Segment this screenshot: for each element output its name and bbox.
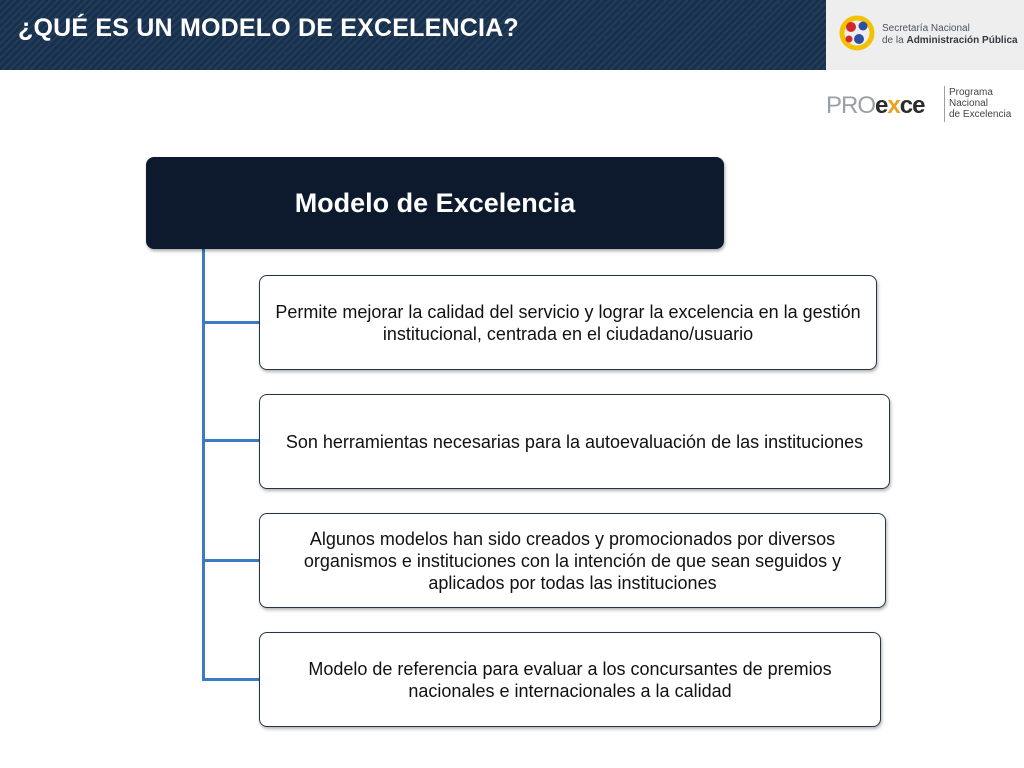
diagram-child-node-4: Modelo de referencia para evaluar a los concursantes de premios nacionales e internacionales a la calidad — [259, 632, 881, 727]
sna-logo-icon — [838, 13, 876, 53]
proexce-logo — [826, 84, 1021, 124]
sna-logo-line2: de la Administración Pública — [882, 35, 1018, 46]
diagram-child-node-3: Algunos modelos han sido creados y promocionados por diversos organismos e instituciones con la intención de que sean seguidos y aplicados por todas las instituciones — [259, 513, 886, 608]
sna-logo-text — [882, 23, 1018, 47]
proexce-subtext: Programa Nacional de Excelencia — [949, 87, 1012, 120]
connector-branch-3 — [202, 559, 260, 562]
sna-logo-panel — [826, 0, 1024, 70]
connector-branch-2 — [202, 439, 260, 442]
page-title: ¿QUÉ ES UN MODELO DE EXCELENCIA? — [18, 14, 519, 42]
diagram-child-node-2: Son herramientas necesarias para la autoevaluación de las instituciones — [259, 394, 890, 489]
proexce-divider — [944, 86, 945, 122]
diagram-child-node-1: Permite mejorar la calidad del servicio y lograr la excelencia en la gestión institucional, centrada en el ciudadano/usuario — [259, 275, 877, 370]
connector-branch-4 — [202, 678, 260, 681]
diagram-root-node: Modelo de Excelencia — [146, 157, 724, 249]
proexce-wordmark: PROexce — [826, 92, 925, 119]
sna-logo-line1: Secretaría Nacional — [882, 23, 970, 34]
header-bar — [0, 0, 826, 70]
connector-vertical — [202, 249, 205, 681]
connector-branch-1 — [202, 321, 260, 324]
